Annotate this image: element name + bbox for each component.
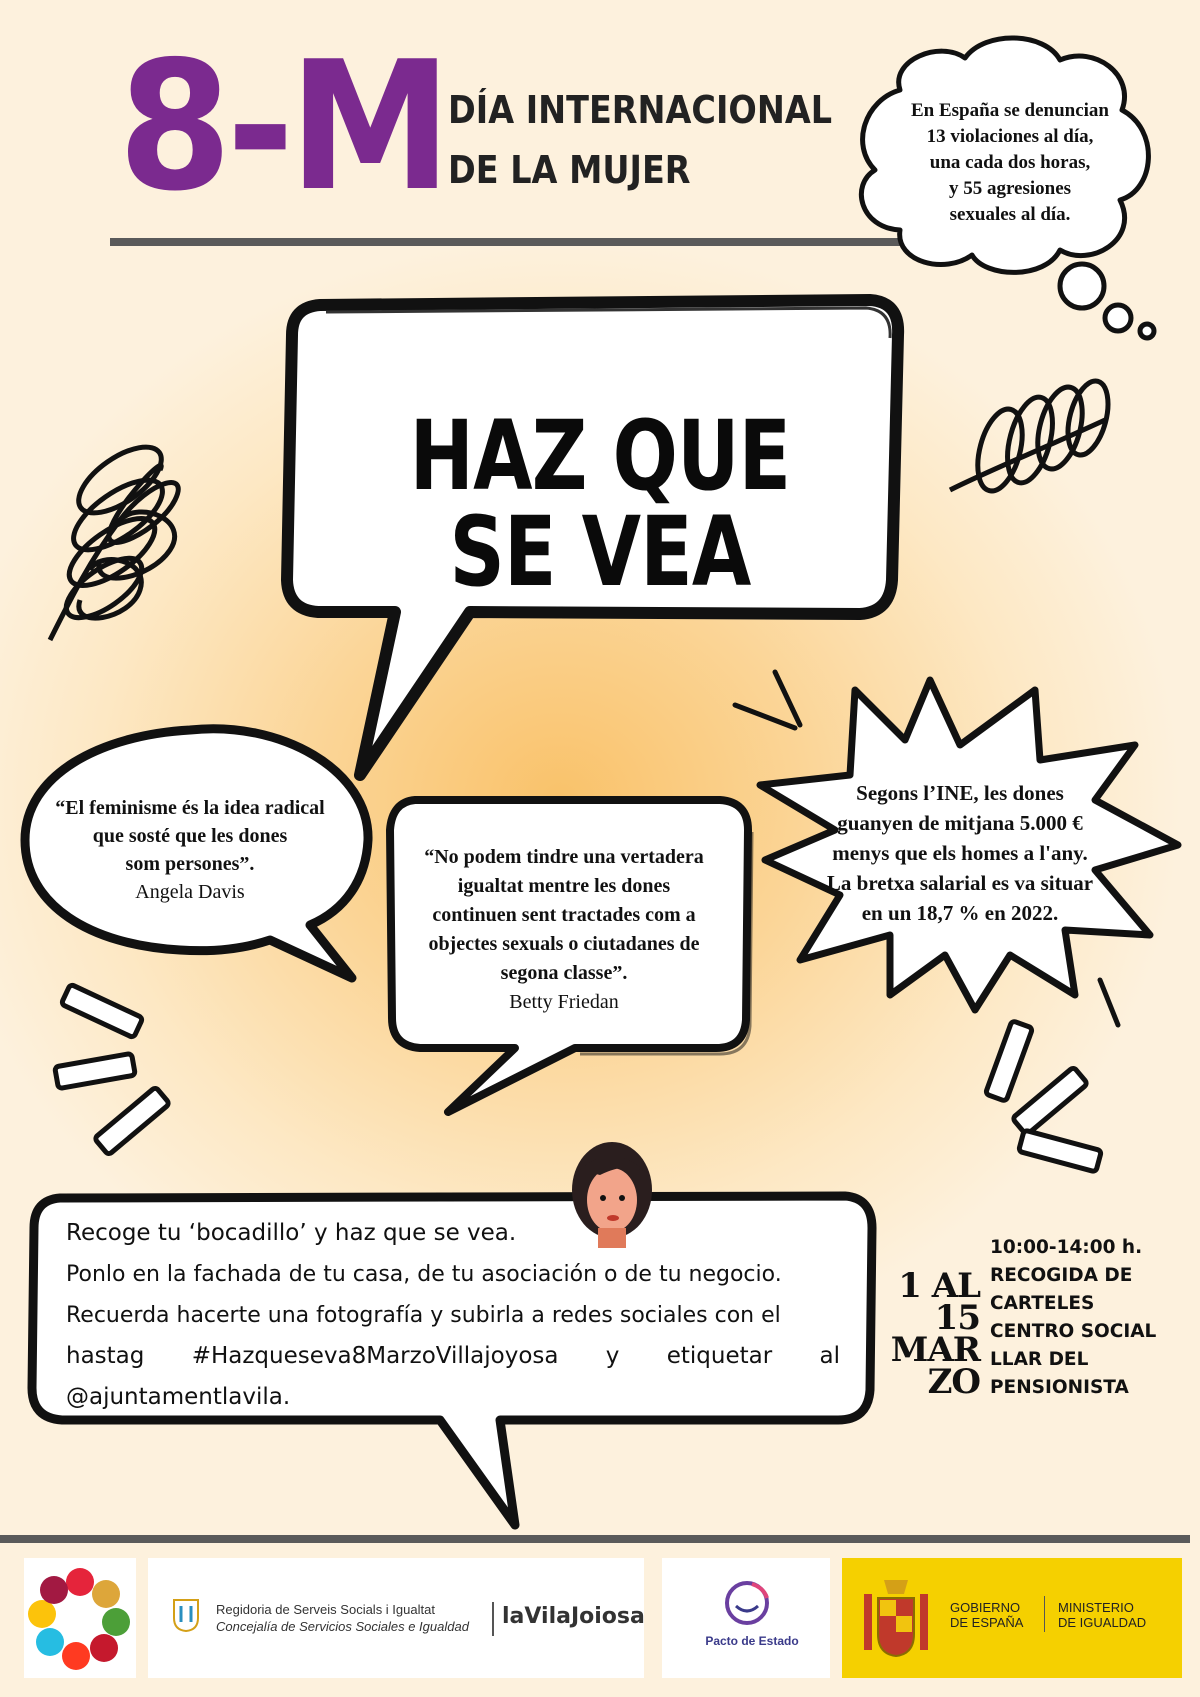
cloud-line: y 55 agresiones	[948, 178, 1072, 199]
quote-line: igualtat mentre les dones	[457, 875, 671, 897]
word: al	[819, 1343, 840, 1369]
quote-line: objectes sexuals o ciutadanes de	[428, 933, 700, 955]
ine-text	[810, 778, 1110, 928]
event-line: PENSIONISTA	[990, 1377, 1129, 1398]
main-slogan: HAZ QUE SE VEA	[409, 400, 791, 608]
quote-line: “El feminisme és la idea radical	[55, 797, 325, 819]
cloud-line: una cada dos horas,	[929, 152, 1091, 173]
quote-friedan	[396, 843, 732, 1017]
ministerio-label	[1058, 1600, 1146, 1630]
gobierno-separator	[1044, 1596, 1045, 1632]
footer-logo-box	[24, 1558, 136, 1678]
ine-line: en un 18,7 % en 2022.	[861, 901, 1059, 925]
cloud-text	[890, 98, 1130, 228]
bottom-line: Recoge tu ‘bocadillo’ y haz que se vea.	[66, 1220, 517, 1246]
hashtag: #Hazqueseva8MarzoVillajoyosa	[191, 1343, 559, 1369]
event-info	[990, 1234, 1200, 1402]
gobierno-line: GOBIERNO	[950, 1600, 1021, 1615]
footer-divider	[0, 1535, 1190, 1543]
ine-line: menys que els homes a l'any.	[832, 841, 1088, 865]
bottom-line: Ponlo en la fachada de tu casa, de tu asociación o de tu negocio.	[66, 1262, 782, 1287]
ods-wheel-icon	[24, 1558, 136, 1678]
ine-line: Segons l’INE, les dones	[856, 781, 1064, 805]
quote-author: Angela Davis	[135, 881, 245, 903]
quote-line: “No podem tindre una vertadera	[424, 846, 704, 868]
word: hastag	[66, 1343, 145, 1369]
quote-line: continuen sent tractades com a	[432, 904, 696, 926]
bottom-line: Recuerda hacerte una fotografía y subirla a redes sociales con el	[66, 1303, 781, 1328]
quote-line: segona classe”.	[500, 962, 628, 984]
page-title: 8-M	[118, 23, 447, 230]
spiral-right	[950, 377, 1115, 496]
logo-separator	[492, 1602, 494, 1636]
quote-davis	[30, 794, 350, 906]
bottom-handle: @ajuntamentlavila.	[66, 1384, 291, 1410]
emphasis-marks-right	[985, 1021, 1101, 1172]
quote-author: Betty Friedan	[509, 991, 619, 1013]
word: y	[605, 1343, 620, 1369]
date-line: 1 AL	[898, 1266, 980, 1306]
regidoria-label: Regidoria de Serveis Socials i Igualtat	[216, 1602, 435, 1617]
subtitle-line-1: DÍA INTERNACIONAL	[448, 88, 833, 132]
event-time: 10:00-14:00 h.	[990, 1237, 1143, 1258]
bottom-line	[66, 1336, 840, 1377]
date-line: MAR	[890, 1330, 980, 1370]
ine-line: La bretxa salarial es va situar	[826, 871, 1094, 895]
bottom-text	[66, 1213, 840, 1418]
pacto-logo-icon	[722, 1578, 772, 1628]
spain-coat-of-arms-icon	[858, 1574, 934, 1664]
ministerio-line: MINISTERIO	[1058, 1600, 1134, 1615]
event-line: RECOGIDA DE	[990, 1265, 1133, 1286]
date-line: 15	[934, 1298, 980, 1338]
subtitle-line-2: DE LA MUJER	[448, 148, 691, 192]
date-range	[880, 1266, 980, 1402]
emphasis-marks-left	[55, 984, 170, 1155]
lavila-logo: laVilaJoiosa	[502, 1604, 645, 1629]
event-line: LLAR DEL	[990, 1349, 1089, 1370]
date-line: ZO	[927, 1362, 980, 1402]
gobierno-line: DE ESPAÑA	[950, 1615, 1024, 1630]
word: etiquetar	[666, 1343, 773, 1369]
concejalia-label: Concejalía de Servicios Sociales e Igualdad	[216, 1619, 469, 1634]
ine-line: guanyen de mitjana 5.000 €	[837, 811, 1083, 835]
cloud-line: 13 violaciones al día,	[926, 126, 1094, 147]
quote-line: que sosté que les dones	[92, 825, 288, 847]
spiral-left	[50, 434, 178, 640]
cloud-line: sexuales al día.	[949, 204, 1071, 225]
ajuntament-shield-icon	[172, 1598, 200, 1632]
gobierno-label	[950, 1600, 1023, 1630]
event-line: CARTELES	[990, 1293, 1095, 1314]
quote-line: som persones”.	[125, 853, 255, 875]
cloud-line: En España se denuncian	[911, 100, 1109, 121]
pacto-label: Pacto de Estado	[705, 1634, 799, 1648]
ministerio-line: DE IGUALDAD	[1058, 1615, 1147, 1630]
event-line: CENTRO SOCIAL	[990, 1321, 1157, 1342]
